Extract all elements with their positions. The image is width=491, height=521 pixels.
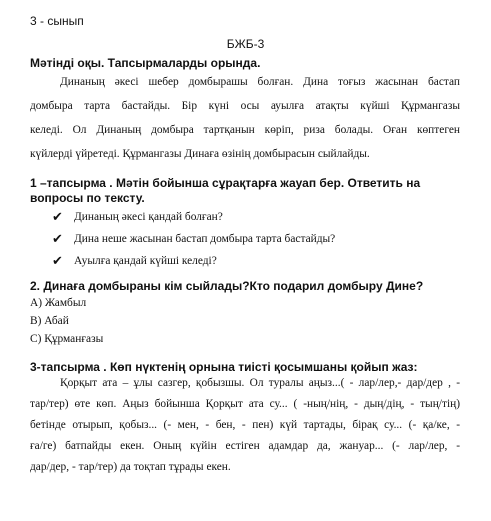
- answer-option: С) Құрманғазы: [30, 333, 104, 345]
- reading-line: күйлерді үйретеді. Құрмангазы Динаға өзінің домбырасын сыйлайды.: [30, 148, 370, 160]
- task2-heading: 2. Динаға домбыраны кім сыйлады?Кто подарил домбыру Дине?: [30, 279, 424, 293]
- reading-line: Динаның әкесі шебер домбырашы болған. Дина тоғыз жасынан бастап: [60, 76, 460, 88]
- task1-heading: 1 –тапсырма . Мәтін бойынша сұрақтарға жауап бер. Ответить на вопросы по тексту.: [30, 176, 421, 205]
- reading-line: келеді. Ол Динаның домбыра тартқанын көріп, риза болады. Оған көптеген: [30, 124, 460, 136]
- task3-line: дар/дер, - тар/тер) да тоқтап тұрады екен.: [30, 461, 231, 473]
- reading-instruction: Мәтінді оқы. Тапсырмаларды орында.: [30, 56, 261, 70]
- task3-line: Қорқыт ата – ұлы сазгер, қобызшы. Ол туралы аңыз...( - лар/лер,- дар/дер , -: [60, 377, 460, 389]
- task3-line: ға/ге) батпайды екен. Оның күйін естіген адамдар да, жануар... (- лар/лер, -: [30, 440, 460, 452]
- question-text: Динаның әкесі қандай болған?: [74, 211, 223, 223]
- question-item: [52, 206, 335, 228]
- task3-heading: 3-тапсырма . Көп нүктенің орнына тиісті қосымшаны қойып жаз:: [30, 360, 418, 374]
- task3-line: тар/тер) өте көп. Аңыз бойынша Қорқыт ата су... ( -ның/нің, - дың/дің, - тың/тің): [30, 398, 460, 410]
- question-item: [52, 228, 335, 250]
- reading-text: [30, 70, 460, 166]
- task2-options: [30, 294, 103, 348]
- task3-text: [30, 373, 460, 478]
- grade-label: 3 - сынып: [30, 14, 84, 28]
- task3-line: бетінде отырып, қобыз... (- мен, - бен, - пен) күй тартады, бірақ су... (- қа/ке, -: [30, 419, 460, 431]
- question-text: Дина неше жасынан бастап домбыра тарта бастайды?: [74, 233, 336, 245]
- task1-question-list: [52, 206, 335, 272]
- answer-option: В) Абай: [30, 315, 69, 327]
- question-item: [52, 250, 335, 272]
- check-mark-icon: ✔: [52, 231, 63, 246]
- check-mark-icon: ✔: [52, 253, 63, 268]
- check-mark-icon: ✔: [52, 209, 63, 224]
- reading-line: домбыра тарта бастайды. Бір күні осы ауылға атақты күйші Құрмангазы: [30, 100, 460, 112]
- answer-option: А) Жамбыл: [30, 297, 87, 309]
- worksheet-code: БЖБ-3: [226, 37, 265, 51]
- question-text: Ауылға қандай күйші келеді?: [74, 255, 217, 267]
